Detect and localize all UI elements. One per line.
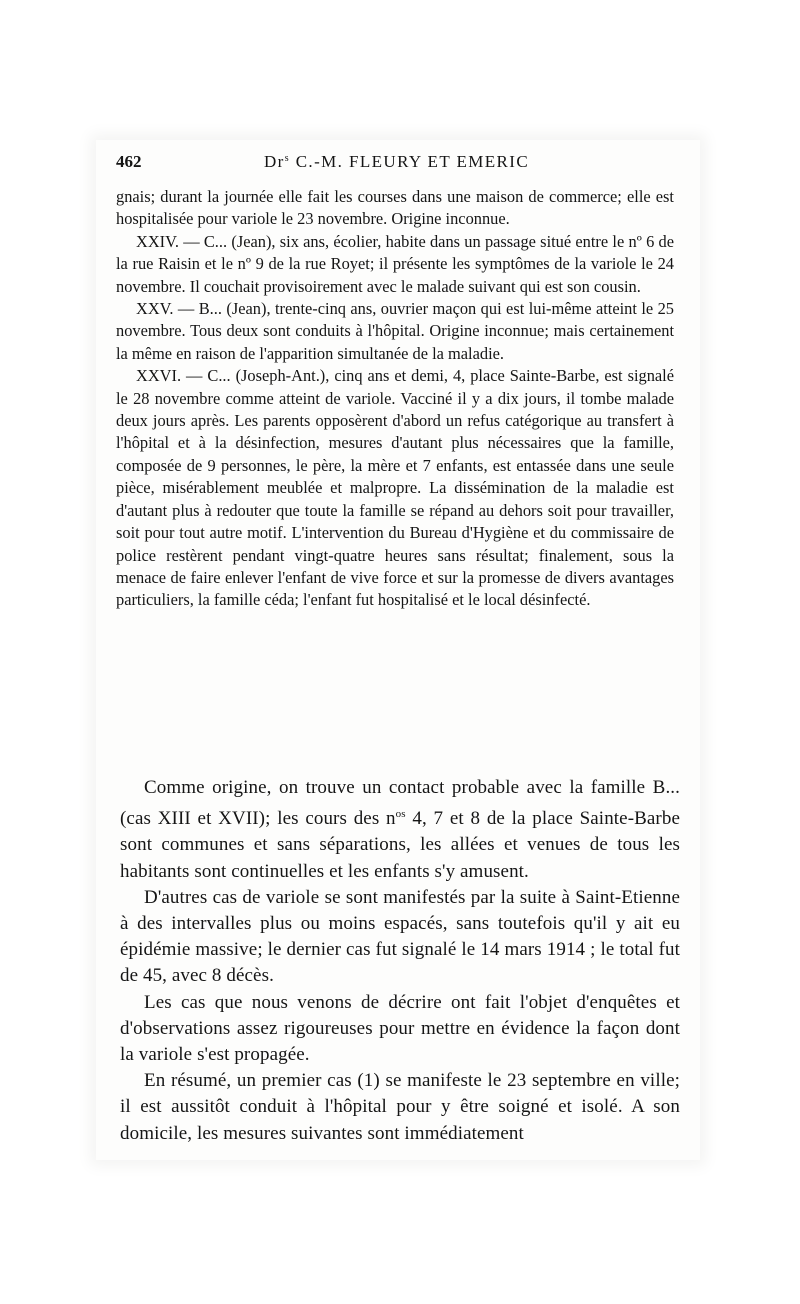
body-paragraph-other-cases: D'autres cas de variole se sont manifestés par la suite à Saint-Etienne à des intervalles plus ou moins espacés, sans toutefois qu'il y ait eu épidémie massive; le dernier cas fut signalé le 14 mars 1914 ; le total fut de 45, avec 8 décès.	[120, 886, 680, 987]
origin-text-start: Comme origine, on trouve un contact probable avec la famille B... (cas XIII et XVII); les cours des n	[120, 777, 680, 830]
running-head-sup: s	[284, 153, 291, 164]
case-xxiv: XXIV. — C... (Jean), six ans, écolier, habite dans un passage situé entre le nº 6 de la rue Raisin et le nº 9 de la rue Royet; il présente les symptômes de la variole le 24 novembre. Il couchait provisoirement avec le malade suivant qui est son cousin.	[116, 231, 674, 296]
running-head-authors: C.-M. FLEURY ET EMERIC	[290, 152, 530, 171]
origin-text-sup: os	[395, 808, 406, 821]
running-head-prefix: Dr	[264, 152, 285, 171]
case-xxv: XXV. — B... (Jean), trente-cinq ans, ouvrier maçon qui est lui-même atteint le 25 novembre. Tous deux sont conduits à l'hôpital. Origine inconnue; mais certainement la même en raison de l'apparition simultanée de la maladie.	[116, 299, 674, 363]
body-text	[120, 775, 680, 1147]
page-number: 462	[116, 152, 142, 171]
case-xxvi: XXVI. — C... (Joseph-Ant.), cinq ans et demi, 4, place Sainte-Barbe, est signalé le 28 novembre comme atteint de variole. Vacciné il y a dix jours, il tombe malade deux jours après. Les parents opposèrent d'abord un refus catégorique au transfert à l'hôpital et à la désinfection, mesures d'autant plus nécessaires que la famille, composée de 9 personnes, le père, la mère et 7 enfants, est entassée dans une seule pièce, misérablement meublée et malpropre. La dissémination de la maladie est d'autant plus à redouter que toute la famille se répand au dehors soit pour travailler, soit pour tout autre motif. L'intervention du Bureau d'Hygiène et du commissaire de police restèrent pendant vingt-quatre heures sans résultat; finalement, sous la menace de faire enlever l'enfant de vive force et sur la promesse de divers avantages particuliers, la famille céda; l'enfant fut hospitalisé et le local désinfecté.	[116, 366, 674, 610]
page-header	[116, 150, 682, 178]
case-paragraph-continuation: gnais; durant la journée elle fait les courses dans une maison de commerce; elle est hospitalisée pour variole le 23 novembre. Origine inconnue.	[116, 187, 674, 229]
case-notes	[116, 186, 674, 612]
body-paragraph-origin	[120, 775, 680, 885]
origin-text-end: 4, 7 et 8 de la place Sainte-Barbe sont communes et sans séparations, les allées et venues de tous les habitants sont continuelles et les enfants s'y amusent.	[120, 808, 680, 882]
running-head	[264, 152, 529, 172]
body-paragraph-inquiries: Les cas que nous venons de décrire ont fait l'objet d'enquêtes et d'observations assez rigoureuses pour mettre en évidence la façon dont la variole s'est propagée.	[120, 991, 680, 1066]
body-paragraph-summary: En résumé, un premier cas (1) se manifeste le 23 septembre en ville; il est aussitôt conduit à l'hôpital pour y être soigné et isolé. A son domicile, les mesures suivantes sont immédiatement	[120, 1070, 680, 1144]
